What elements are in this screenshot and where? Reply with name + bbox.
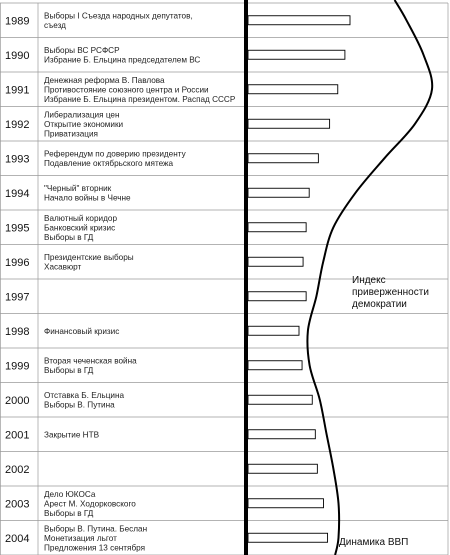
gdp-label: Динамика ВВП — [339, 537, 409, 548]
index-bar — [248, 223, 306, 232]
event-label: Избрание Б. Ельцина председателем ВС — [44, 55, 201, 65]
event-label: Предложения 13 сентября — [44, 543, 146, 553]
year-label: 1999 — [5, 360, 30, 373]
event-label: Вторая чеченская война — [44, 356, 137, 366]
event-label: Выборы в ГД — [44, 366, 94, 375]
event-label: Референдум по доверию президенту — [44, 149, 186, 159]
year-label: 1992 — [5, 118, 30, 131]
event-label: Дело ЮКОСа — [44, 489, 96, 499]
year-label: 2003 — [5, 498, 30, 511]
event-label: Денежная реформа В. Павлова — [44, 75, 165, 85]
year-label: 2000 — [5, 394, 30, 407]
event-label: Начало войны в Чечне — [44, 193, 131, 203]
index-label-line-1: Индекс — [352, 275, 386, 286]
event-label: Выборы I Съезда народных депутатов, — [44, 11, 193, 21]
event-label: Финансовый кризис — [44, 326, 120, 336]
index-bar — [248, 50, 345, 59]
index-bar — [248, 395, 312, 404]
event-label: Банковский кризис — [44, 223, 116, 233]
event-labels — [44, 12, 236, 553]
year-label: 1990 — [5, 49, 30, 62]
year-label: 2001 — [5, 429, 30, 442]
event-label: Закрытие НТВ — [44, 430, 100, 440]
index-bar — [248, 257, 303, 266]
index-bar — [248, 292, 306, 301]
index-bar — [248, 119, 330, 128]
index-bar — [248, 464, 317, 473]
event-label: Приватизация — [44, 129, 98, 139]
year-label: 1994 — [5, 187, 30, 200]
index-bar — [248, 16, 350, 25]
year-label: 1996 — [5, 256, 30, 269]
event-label: Выборы В. Путина. Беслан — [44, 524, 148, 534]
index-bar — [248, 326, 299, 335]
index-label-line-2: приверженности — [352, 287, 429, 298]
event-label: Выборы в ГД — [44, 508, 94, 518]
index-bar — [248, 154, 318, 163]
year-label: 1993 — [5, 153, 30, 166]
year-label: 2004 — [5, 532, 30, 545]
index-bar — [248, 430, 315, 439]
event-label: Противостояние союзного центра и России — [44, 85, 209, 95]
event-label: Либерализация цен — [44, 110, 120, 120]
event-label: Выборы в ГД — [44, 232, 94, 242]
event-label: Арест М. Ходорковского — [44, 499, 136, 509]
event-label: Президентские выборы — [44, 253, 134, 262]
year-label: 1997 — [5, 291, 30, 304]
year-label: 1998 — [5, 325, 30, 338]
event-label: Валютный коридор — [44, 213, 117, 223]
index-bar — [248, 188, 309, 197]
year-label: 1995 — [5, 222, 30, 235]
event-label: Подавление октябрьского мятежа — [44, 159, 174, 168]
index-label-line-3: демократии — [352, 299, 407, 310]
year-label: 1989 — [5, 15, 30, 28]
year-label: 1991 — [5, 84, 30, 97]
year-label: 2002 — [5, 463, 30, 476]
index-bar — [248, 533, 328, 542]
event-label: Выборы В. Путина — [44, 400, 115, 410]
year-labels — [5, 15, 29, 545]
event-label: Хасавюрт — [44, 262, 82, 272]
event-label: "Черный" вторник — [44, 184, 112, 193]
event-label: Отставка Б. Ельцина — [44, 391, 125, 400]
index-bar — [248, 361, 302, 370]
event-label: Выборы ВС РСФСР — [44, 46, 120, 55]
event-label: Монетизация льгот — [44, 533, 117, 543]
event-label: Избрание Б. Ельцина президентом. Распад СССР — [44, 94, 236, 104]
index-bar — [248, 499, 323, 508]
event-label: съезд — [44, 21, 66, 30]
event-label: Открытие экономики — [44, 119, 124, 129]
index-bar — [248, 85, 338, 94]
